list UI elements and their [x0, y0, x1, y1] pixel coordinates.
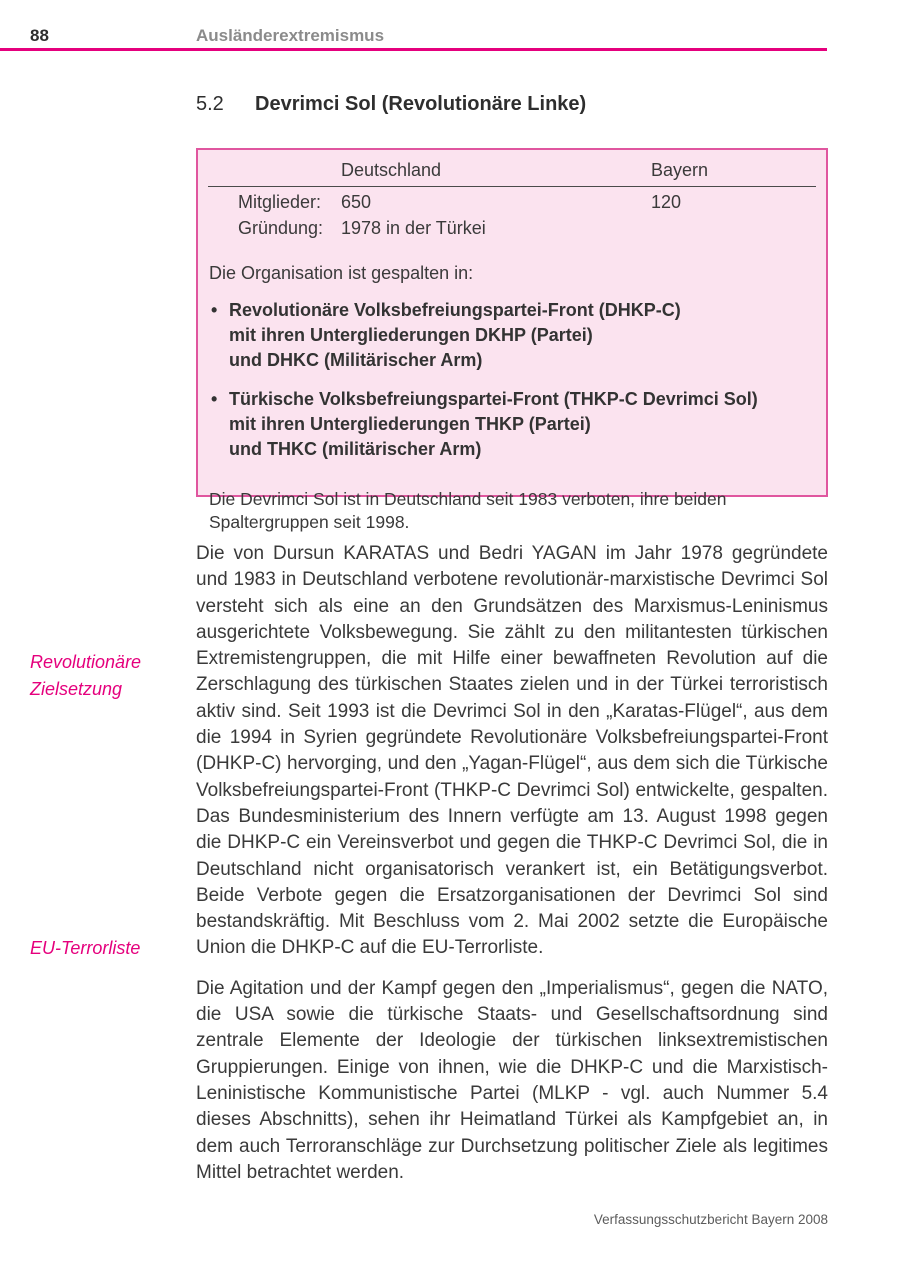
- bullet-line: Revolutionäre Volksbefreiungspartei-Front (DHKP-C): [229, 300, 681, 320]
- page-footer: Verfassungsschutzbericht Bayern 2008: [593, 1212, 828, 1227]
- section-title: Devrimci Sol (Revolutionäre Linke): [255, 93, 587, 115]
- column-header-bayern: Bayern: [651, 160, 709, 180]
- bullet-line: und DHKC (Militärischer Arm): [229, 350, 483, 370]
- row-value-deutschland: 650: [341, 192, 372, 212]
- page-number: 88: [30, 26, 49, 45]
- list-item: [209, 298, 826, 373]
- margin-note-revolutionaere-zielsetzung: Revolutionäre Zielsetzung: [30, 652, 142, 699]
- header-rule: [0, 48, 827, 51]
- split-intro-text: Die Organisation ist gespalten in:: [209, 263, 474, 283]
- body-text: [196, 541, 828, 1200]
- bullet-line: mit ihren Untergliederungen DKHP (Partei): [229, 325, 593, 345]
- table-row: [208, 213, 816, 239]
- bullet-line: Türkische Volksbefreiungspartei-Front (THKP-C Devrimci Sol): [229, 389, 758, 409]
- section-heading: [196, 93, 586, 116]
- column-header-deutschland: Deutschland: [341, 160, 442, 180]
- table-row: [208, 187, 816, 213]
- info-box-table: [208, 160, 816, 239]
- ban-note-text: Die Devrimci Sol ist in Deutschland seit 1983 verboten, ihre beiden Spaltergruppen seit 1998.: [209, 489, 727, 532]
- paragraph: Die von Dursun KARATAS und Bedri YAGAN im Jahr 1978 gegründete und 1983 in Deutschland verbotene revolutionär-marxistische Devrimci Sol versteht sich als eine an den Grundsätzen des Marxismus-Leninismus ausgerichtete Volksbewegung. Sie zählt zu den militantesten türkischen Extremistengruppen, die mit Hilfe einer bewaffneten Revolution auf die Zerschlagung des türkischen Staates zielen und in der Türkei terroristisch aktiv sind. Seit 1993 ist die Devrimci Sol in den „Karatas-Flügel“, aus dem die 1994 in Syrien gegründete Revolutionäre Volksbefreiungspartei-Front (DHKP-C) hervorging, und den „Yagan-Flügel“, aus dem sich die Türkische Volksbefreiungspartei-Front (THKP-C Devrimci Sol) entwickelte, gespalten. Das Bundesministerium des Innern verfügte am 13. August 1998 gegen die DHKP-C ein Vereinsverbot und gegen die THKP-C Devrimci Sol, die in Deutschland nicht organisatorisch verankert ist, ein Betätigungsverbot. Beide Verbote gegen die Ersatzorganisationen der Devrimci Sol sind bestandskräftig. Mit Beschluss vom 2. Mai 2002 setzte die Europäische Union die DHKP-C auf die EU-Terrorliste.: [196, 543, 828, 959]
- organization-bullet-list: [209, 298, 826, 462]
- row-value-bayern: 120: [651, 192, 682, 212]
- row-value-bayern: [651, 218, 816, 239]
- row-label-gruendung: Gründung:: [238, 218, 324, 238]
- info-box: [196, 148, 828, 532]
- margin-note-eu-terrorliste: EU-Terrorliste: [30, 938, 141, 958]
- bullet-line: und THKC (militärischer Arm): [229, 439, 482, 459]
- row-value-deutschland: 1978 in der Türkei: [341, 218, 486, 238]
- bullet-line: mit ihren Untergliederungen THKP (Partei): [229, 414, 591, 434]
- info-box-table-header: [208, 160, 816, 187]
- table-header-spacer: [208, 160, 341, 181]
- list-item: [209, 387, 826, 462]
- chapter-title: Ausländerextremismus: [196, 26, 385, 45]
- section-number: 5.2: [196, 93, 224, 115]
- row-label-mitglieder: Mitglieder:: [238, 192, 322, 212]
- paragraph: Die Agitation und der Kampf gegen den „Imperialismus“, gegen die NATO, die USA sowie die türkische Staats- und Gesellschaftsordnung sind zentrale Elemente der Ideologie der türkischen linksextremistischen Gruppierungen. Einige von ihnen, wie die DHKP-C und die Marxistisch-Leninistische Kommunistische Partei (MLKP - vgl. auch Nummer 5.4 dieses Abschnitts), sehen ihr Heimatland Türkei als Kampfgebiet an, in dem auch Terroranschläge zur Durchsetzung politischer Ziele als legitimes Mittel betrachtet werden.: [196, 977, 828, 1183]
